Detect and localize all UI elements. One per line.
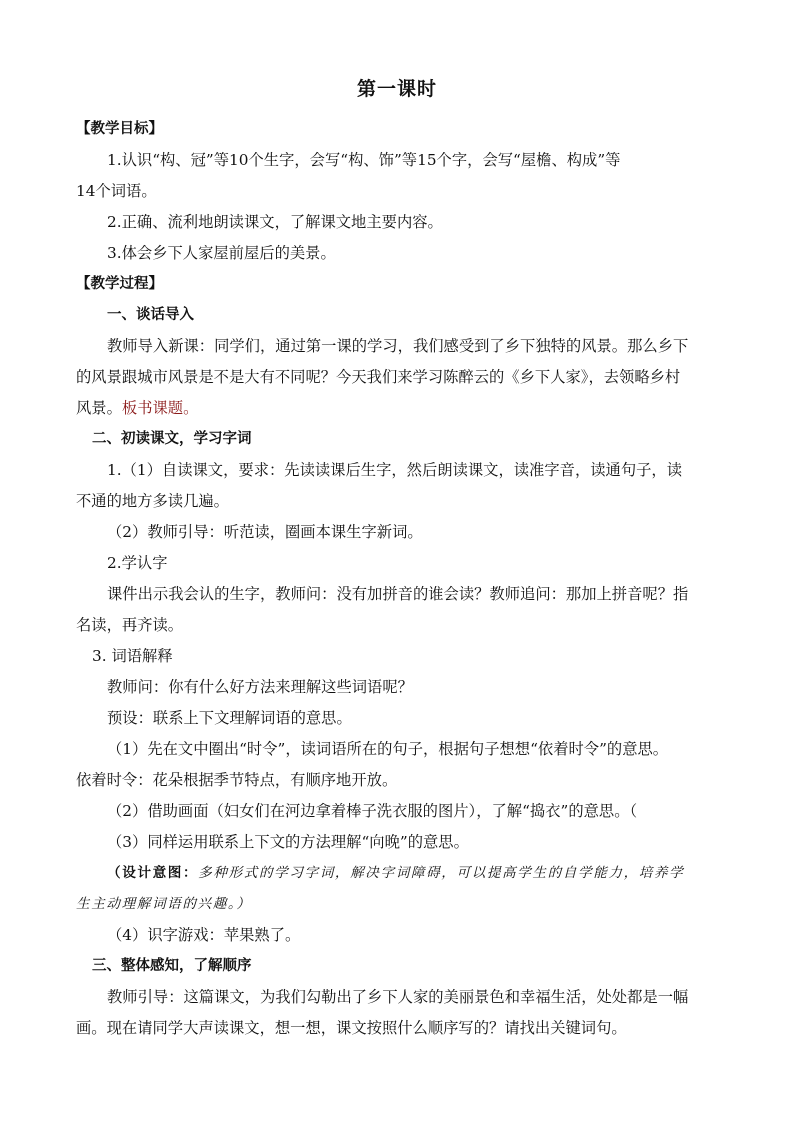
part-2-heading: 二、初读课文，学习字词 (92, 431, 252, 447)
part-2-item-3-heading: 3. 词语解释 (92, 647, 173, 665)
part-1-paragraph-text: 风景。 (76, 399, 122, 417)
part-2-item-3-sub-3: （3）同样运用联系上下文的方法理解“向晚”的意思。 (107, 833, 469, 851)
design-intent-note-line-1 (76, 858, 722, 889)
part-3-heading: 三、整体感知，了解顺序 (92, 958, 252, 974)
part-2-item-3-sub-4: （4）识字游戏：苹果熟了。 (107, 926, 301, 944)
part-3-paragraph-line-1: 教师引导：这篇课文，为我们勾勒出了乡下人家的美丽景色和幸福生活，处处都是一幅 (107, 988, 689, 1006)
section-heading-goals: 【教学目标】 (76, 121, 163, 137)
goal-2: 2.正确、流利地朗读课文，了解课文地主要内容。 (107, 213, 443, 231)
page-title: 第一课时 (356, 78, 437, 100)
part-2-item-3-preset: 预设：联系上下文理解词语的意思。 (107, 709, 352, 727)
section-heading-process: 【教学过程】 (76, 276, 163, 292)
part-2-item-3-sub-2: （2）借助画面（妇女们在河边拿着棒子洗衣服的图片），了解“捣衣”的意思。（ (107, 802, 638, 820)
part-2-item-1-sub-2: （2）教师引导：听范读，圈画本课生字新词。 (107, 523, 423, 541)
design-intent-label: （设计意图： (107, 865, 199, 881)
part-2-item-2-line-1: 课件出示我会认的生字，教师问：没有加拼音的谁会读？教师追问：那加上拼音呢？指 (107, 585, 689, 603)
design-intent-note-line-2: 生主动理解词语的兴趣。） (76, 896, 252, 912)
part-3-paragraph-line-2: 画。现在请同学大声读课文，想一想，课文按照什么顺序写的？请找出关键词句。 (76, 1019, 627, 1037)
goal-3: 3.体会乡下人家屋前屋后的美景。 (107, 244, 336, 262)
part-1-paragraph-line-3 (76, 393, 722, 424)
part-2-item-2-heading: 2.学认字 (107, 554, 168, 572)
part-1-paragraph-line-2: 的风景跟城市风景是不是大有不同呢？今天我们来学习陈醉云的《乡下人家》，去领略乡村 (76, 368, 681, 386)
document-body (76, 114, 722, 1044)
part-2-item-3-sub-1-line-1: （1）先在文中圈出“时令”，读词语所在的句子，根据句子想想“依着时令”的意思。 (107, 740, 669, 758)
part-2-item-1-line-1: 1.（1）自读课文，要求：先读读课后生字，然后朗读课文，读准字音，读通句子，读 (107, 461, 683, 479)
part-2-item-2-line-2: 名读，再齐读。 (76, 616, 184, 634)
part-1-paragraph-line-1: 教师导入新课：同学们，通过第一课的学习，我们感受到了乡下独特的风景。那么乡下 (107, 337, 689, 355)
part-2-item-3-question: 教师问：你有什么好方法来理解这些词语呢？ (107, 678, 413, 696)
goal-1-line-2: 14个词语。 (76, 182, 157, 200)
part-2-item-3-sub-1-line-2: 依着时令：花朵根据季节特点，有顺序地开放。 (76, 771, 398, 789)
design-intent-text: 多种形式的学习字词，解决字词障碍，可以提高学生的自学能力，培养学 (198, 865, 685, 881)
board-title-note: 板书课题。 (121, 399, 199, 417)
goal-1-line-1: 1.认识“构、冠”等10个生字，会写“构、饰”等15个字，会写“屋檐、构成”等 (107, 151, 621, 169)
part-1-heading: 一、谈话导入 (107, 307, 194, 323)
part-2-item-1-line-2: 不通的地方多读几遍。 (76, 492, 229, 510)
